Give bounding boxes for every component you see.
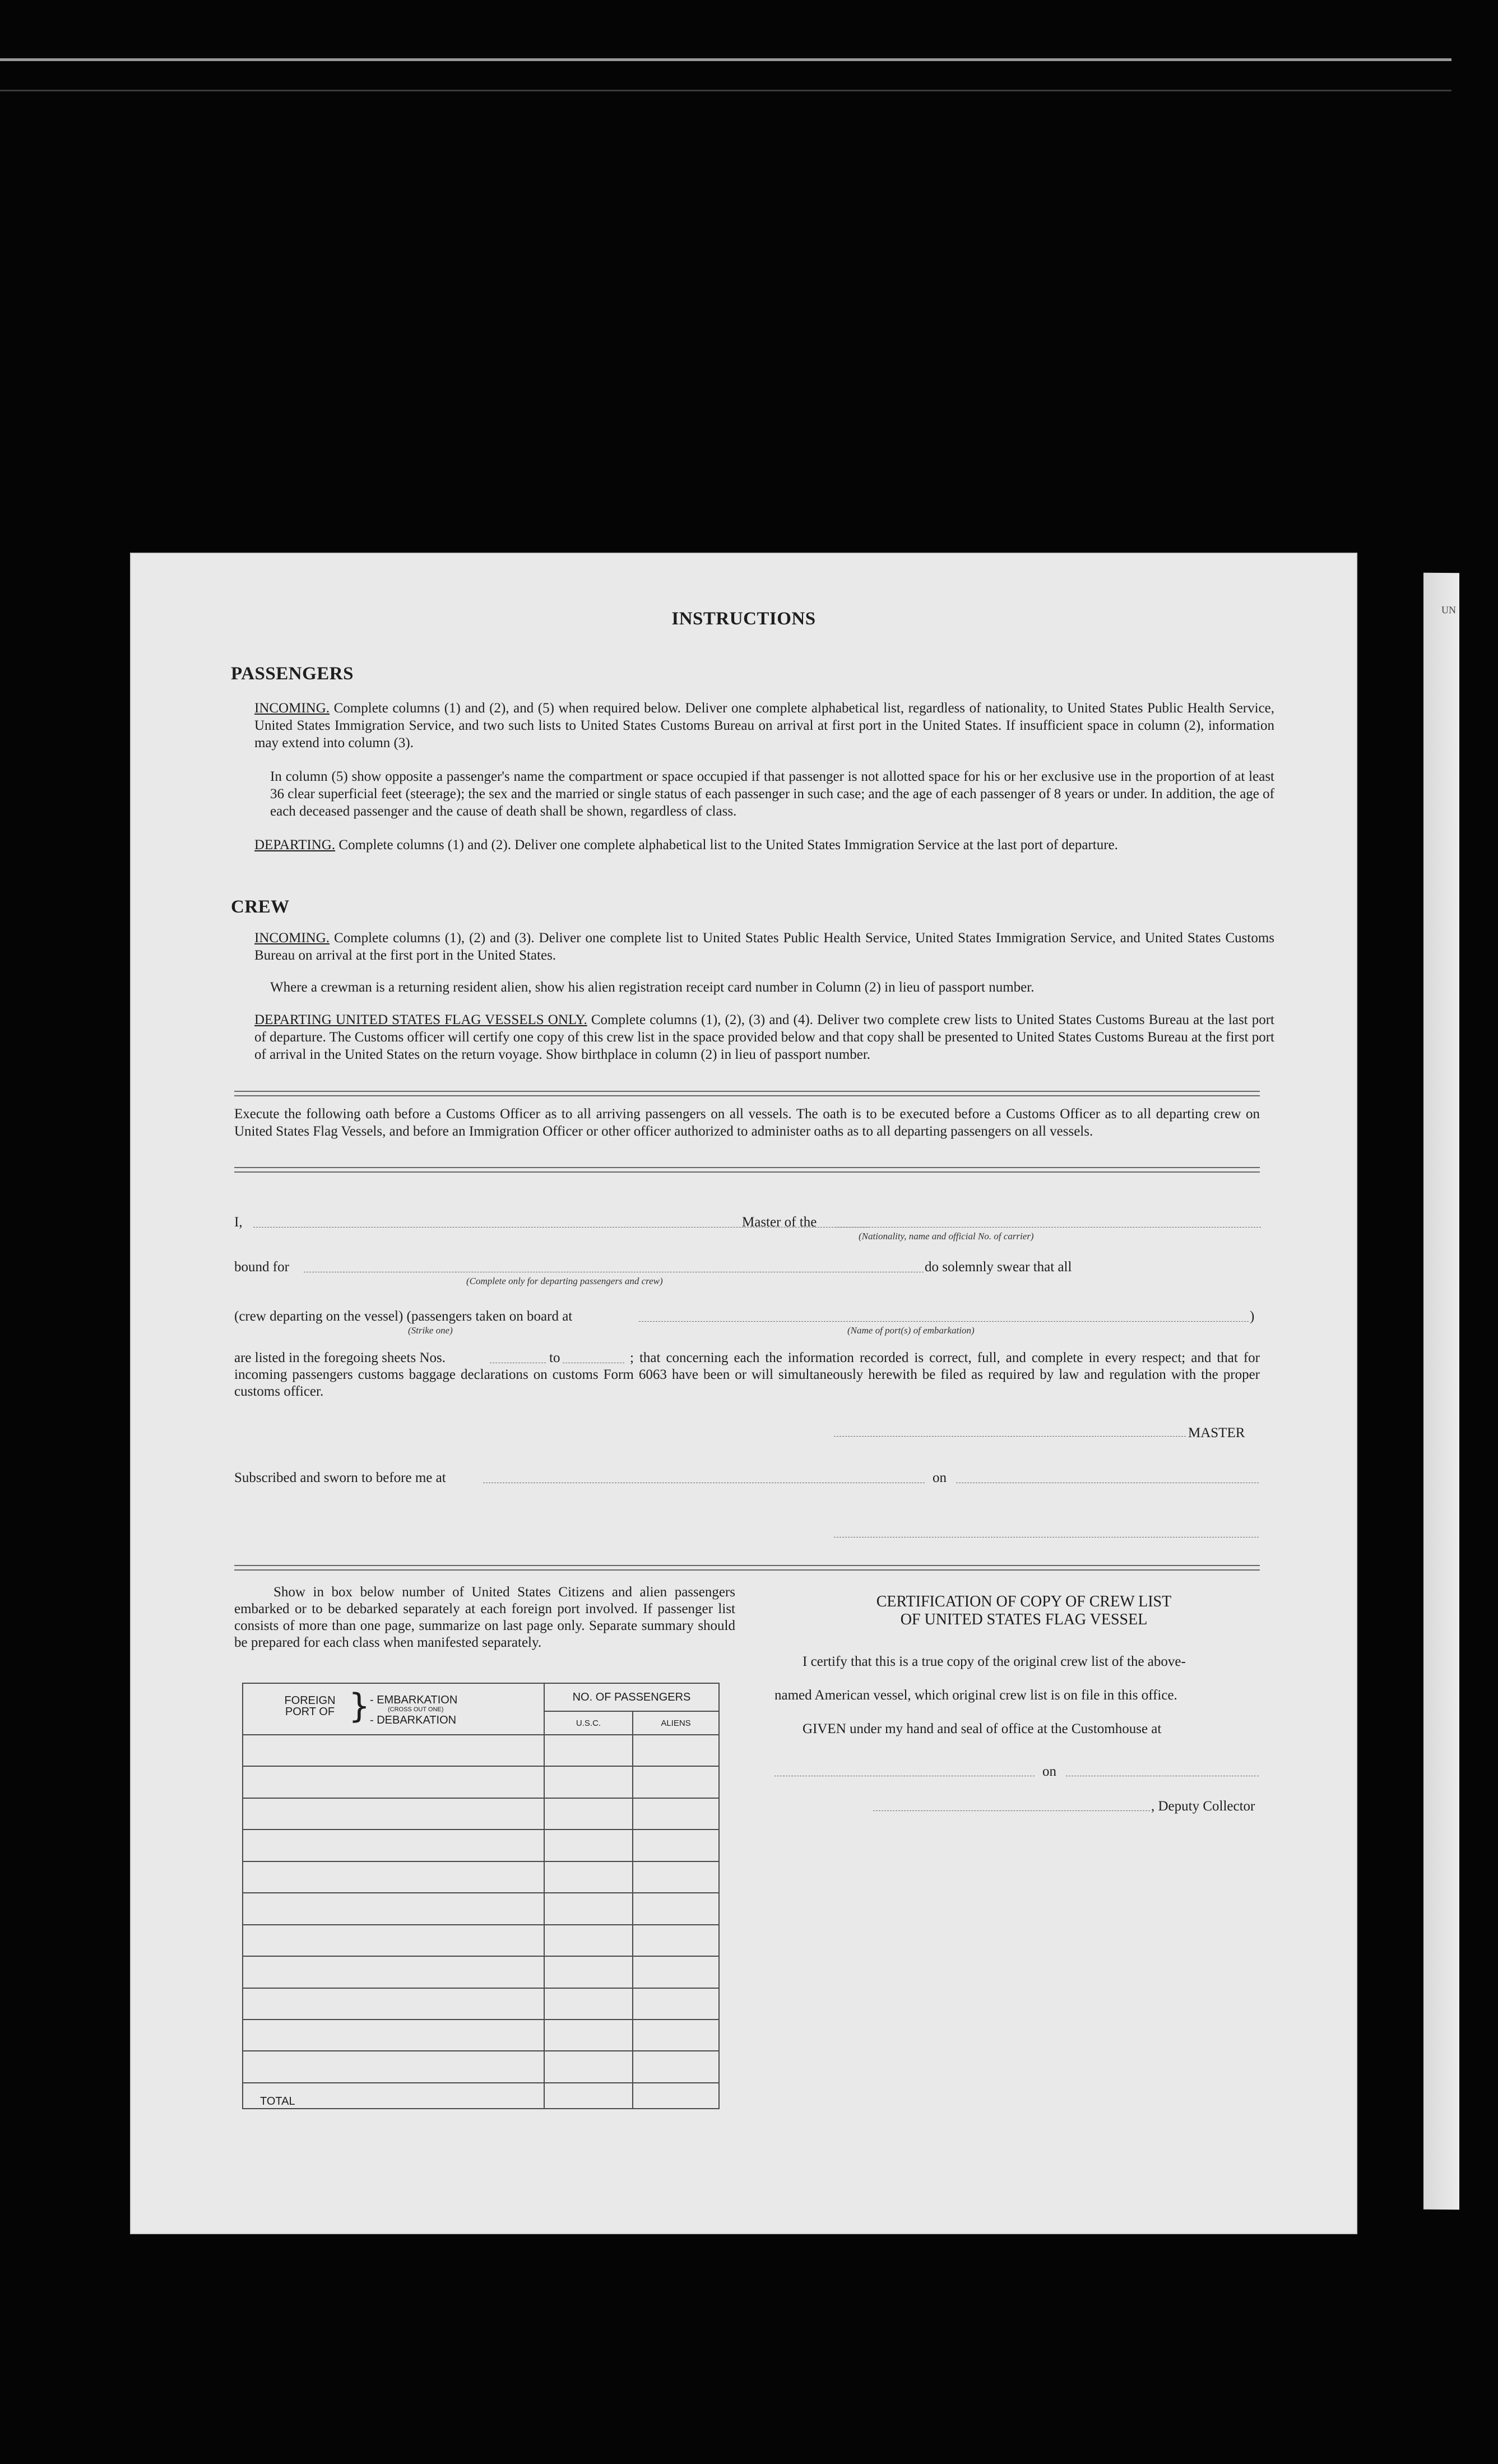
usc-cell[interactable]: [544, 1893, 633, 1924]
crew-incoming: [254, 929, 1274, 964]
departing-text: Complete columns (1) and (2). Deliver one complete alphabetical list to the United States Immigration Service at the last port of departure.: [338, 837, 1118, 853]
port-cell[interactable]: [243, 1925, 544, 1956]
aliens-cell[interactable]: [633, 1925, 719, 1956]
total-aliens-cell[interactable]: [633, 2083, 719, 2109]
summary-row: [243, 1893, 719, 1924]
aliens-cell[interactable]: [633, 1893, 719, 1924]
aliens-cell[interactable]: [633, 1830, 719, 1861]
usc-cell[interactable]: [544, 1766, 633, 1798]
passengers-incoming: [254, 700, 1274, 752]
deputy-signature-blank[interactable]: [873, 1810, 1150, 1811]
certification-on: on: [1042, 1764, 1056, 1779]
summary-rows: [243, 1735, 719, 2083]
film-edge-line: [0, 58, 1451, 61]
summary-row: [243, 1988, 719, 2020]
crew-incoming-label: INCOMING.: [254, 930, 330, 946]
incoming-label: INCOMING.: [254, 701, 330, 716]
port-cell[interactable]: [243, 1893, 544, 1924]
sheet-to-label: to: [549, 1350, 560, 1365]
bound-for-label: bound for: [234, 1259, 289, 1275]
aliens-cell[interactable]: [633, 2020, 719, 2051]
aliens-cell[interactable]: [633, 1956, 719, 1988]
crew-passengers-choice: (crew departing on the vessel) (passengers taken on board at: [234, 1309, 573, 1324]
divider: [234, 1565, 1260, 1571]
aliens-header: ALIENS: [633, 1711, 719, 1735]
summary-row: [243, 1925, 719, 1956]
certification-title: [774, 1593, 1273, 1629]
summary-row: [243, 1861, 719, 1893]
summary-row: [243, 1766, 719, 1798]
port-cell[interactable]: [243, 1861, 544, 1893]
divider: [234, 1091, 1260, 1096]
master-of-label: Master of the: [742, 1215, 817, 1230]
subscribed-label: Subscribed and sworn to before me at: [234, 1470, 446, 1485]
usc-cell[interactable]: [544, 2020, 633, 2051]
crew-departing: [254, 1011, 1274, 1063]
swear-text: do solemnly swear that all: [925, 1259, 1072, 1275]
usc-cell[interactable]: [544, 1735, 633, 1766]
usc-cell[interactable]: [544, 2051, 633, 2083]
summary-row: [243, 1956, 719, 1988]
adjacent-page-strip: [1423, 573, 1459, 2210]
port-cell[interactable]: [243, 1735, 544, 1766]
subscribed-on-label: on: [933, 1470, 947, 1485]
summary-row: [243, 2051, 719, 2083]
total-label: TOTAL: [243, 2083, 544, 2109]
certification-title-line2: OF UNITED STATES FLAG VESSEL: [900, 1611, 1148, 1628]
port-cell[interactable]: [243, 1766, 544, 1798]
port-cell[interactable]: [243, 1988, 544, 2020]
bound-for-hint: (Complete only for departing passengers and crew): [466, 1276, 663, 1286]
oath-instructions: Execute the following oath before a Customs Officer as to all arriving passengers on all vessels. The oath is to be executed before a Customs Officer as to all departing crew on United States Flag Vessels, and before an Immigration Officer or other officer authorized to administer oaths as to all departing passengers on all vessels.: [234, 1106, 1260, 1139]
brace-icon: }: [349, 1687, 370, 1726]
foreign-port-label: FOREIGN PORT OF: [284, 1694, 336, 1718]
usc-cell[interactable]: [544, 1861, 633, 1893]
certification-line1: I certify that this is a true copy of the original crew list of the above-: [803, 1654, 1186, 1669]
deputy-collector-label: , Deputy Collector: [1151, 1799, 1255, 1814]
certification-line3: GIVEN under my hand and seal of office at the Customhouse at: [803, 1721, 1162, 1736]
aliens-cell[interactable]: [633, 1798, 719, 1830]
close-paren: ): [1250, 1309, 1255, 1324]
usc-cell[interactable]: [544, 1956, 633, 1988]
oath-statement: ; that concerning each the information recorded is correct, full, and complete in every respect; and that for incoming passengers customs baggage declarations on customs Form 6063 have been or will simultaneously herewith be filed as required by law and regulation with the proper customs officer.: [234, 1350, 1260, 1399]
oath-i: I,: [234, 1215, 243, 1230]
debarkation-label: - DEBARKATION: [370, 1714, 457, 1726]
passenger-summary-table: [242, 1683, 720, 2109]
aliens-cell[interactable]: [633, 1766, 719, 1798]
aliens-cell[interactable]: [633, 1861, 719, 1893]
certification-line2: named American vessel, which original crew list is on file in this office.: [774, 1688, 1177, 1703]
crew-heading: CREW: [231, 897, 290, 917]
summary-row: [243, 2020, 719, 2051]
port-cell[interactable]: [243, 1798, 544, 1830]
sheets-label: are listed in the foregoing sheets Nos.: [234, 1350, 446, 1365]
passengers-departing: [254, 836, 1274, 854]
foreign-port-header: [243, 1683, 544, 1735]
document-page: [130, 553, 1357, 2234]
no-passengers-header: NO. OF PASSENGERS: [544, 1683, 719, 1711]
crew-incoming-text: Complete columns (1), (2) and (3). Deliver one complete list to United States Public Health Service, United States Immigration Service, and United States Customs Bureau on arrival at the first port in the United States.: [254, 930, 1274, 963]
summary-row: [243, 1735, 719, 1766]
carrier-hint: (Nationality, name and official No. of carrier): [859, 1231, 1034, 1242]
page-title: INSTRUCTIONS: [671, 609, 816, 629]
aliens-cell[interactable]: [633, 1735, 719, 1766]
port-cell[interactable]: [243, 2020, 544, 2051]
usc-cell[interactable]: [544, 1988, 633, 2020]
cross-out-label: (CROSS OUT ONE): [388, 1706, 444, 1713]
certification-title-line1: CERTIFICATION OF COPY OF CREW LIST: [876, 1593, 1172, 1610]
summary-row: [243, 1830, 719, 1861]
master-label: MASTER: [1188, 1425, 1245, 1441]
usc-header: U.S.C.: [544, 1711, 633, 1735]
port-hint: (Name of port(s) of embarkation): [847, 1325, 975, 1336]
master-signature-blank[interactable]: [834, 1436, 1186, 1437]
port-cell[interactable]: [243, 1830, 544, 1861]
embarkation-port-blank[interactable]: [639, 1321, 1249, 1322]
divider: [234, 1167, 1260, 1173]
passengers-column5: In column (5) show opposite a passenger's name the compartment or space occupied if that passenger is not allotted space for his or her exclusive use in the proportion of at least 36 clear superficial feet (steerage); the sex and the married or single status of each passenger in such case; and the age of each passenger of 8 years or under. In addition, the age of each deceased passenger and the cause of death shall be shown, regardless of class.: [270, 769, 1274, 819]
side-strip-text: UN: [1441, 604, 1456, 616]
usc-cell[interactable]: [544, 1925, 633, 1956]
film-edge-line: [0, 90, 1451, 91]
strike-hint: (Strike one): [408, 1325, 453, 1336]
departing-label: DEPARTING.: [254, 837, 336, 853]
embarkation-label: - EMBARKATION: [370, 1694, 458, 1706]
usc-cell[interactable]: [544, 1830, 633, 1861]
crew-departing-label: DEPARTING UNITED STATES FLAG VESSELS ONLY.: [254, 1012, 587, 1027]
usc-cell[interactable]: [544, 1798, 633, 1830]
summary-row: [243, 1798, 719, 1830]
port-cell[interactable]: [243, 1956, 544, 1988]
port-cell[interactable]: [243, 2051, 544, 2083]
carrier-blank[interactable]: [835, 1227, 1261, 1228]
total-usc-cell[interactable]: [544, 2083, 633, 2109]
incoming-text: Complete columns (1) and (2), and (5) when required below. Deliver one complete alphabetical list, regardless of nationality, to United States Public Health Service, United States Immigration Service, and two such lists to United States Customs Bureau on arrival at first port in the United States. If insufficient space in column (2), information may extend into column (3).: [254, 701, 1275, 751]
summary-instructions: Show in box below number of United States Citizens and alien passengers embarked or to be debarked separately at each foreign port involved. If passenger list consists of more than one page, summarize on last page only. Separate summary should be prepared for each class when manifested separately.: [234, 1585, 735, 1650]
crew-resident: Where a crewman is a returning resident alien, show his alien registration receipt card number in Column (2) in lieu of passport number.: [270, 980, 1035, 995]
aliens-cell[interactable]: [633, 1988, 719, 2020]
passengers-heading: PASSENGERS: [231, 664, 354, 684]
crew-departing-text: Complete columns (1), (2), (3) and (4). Deliver two complete crew lists to United States Customs Bureau at the last port of departure. The Customs officer will certify one copy of this crew list in the space provided below and that copy shall be presented to United States Customs Bureau at the first port of arrival in the United States on the return voyage. Show birthplace in column (2) in lieu of passport number.: [254, 1012, 1275, 1062]
aliens-cell[interactable]: [633, 2051, 719, 2083]
